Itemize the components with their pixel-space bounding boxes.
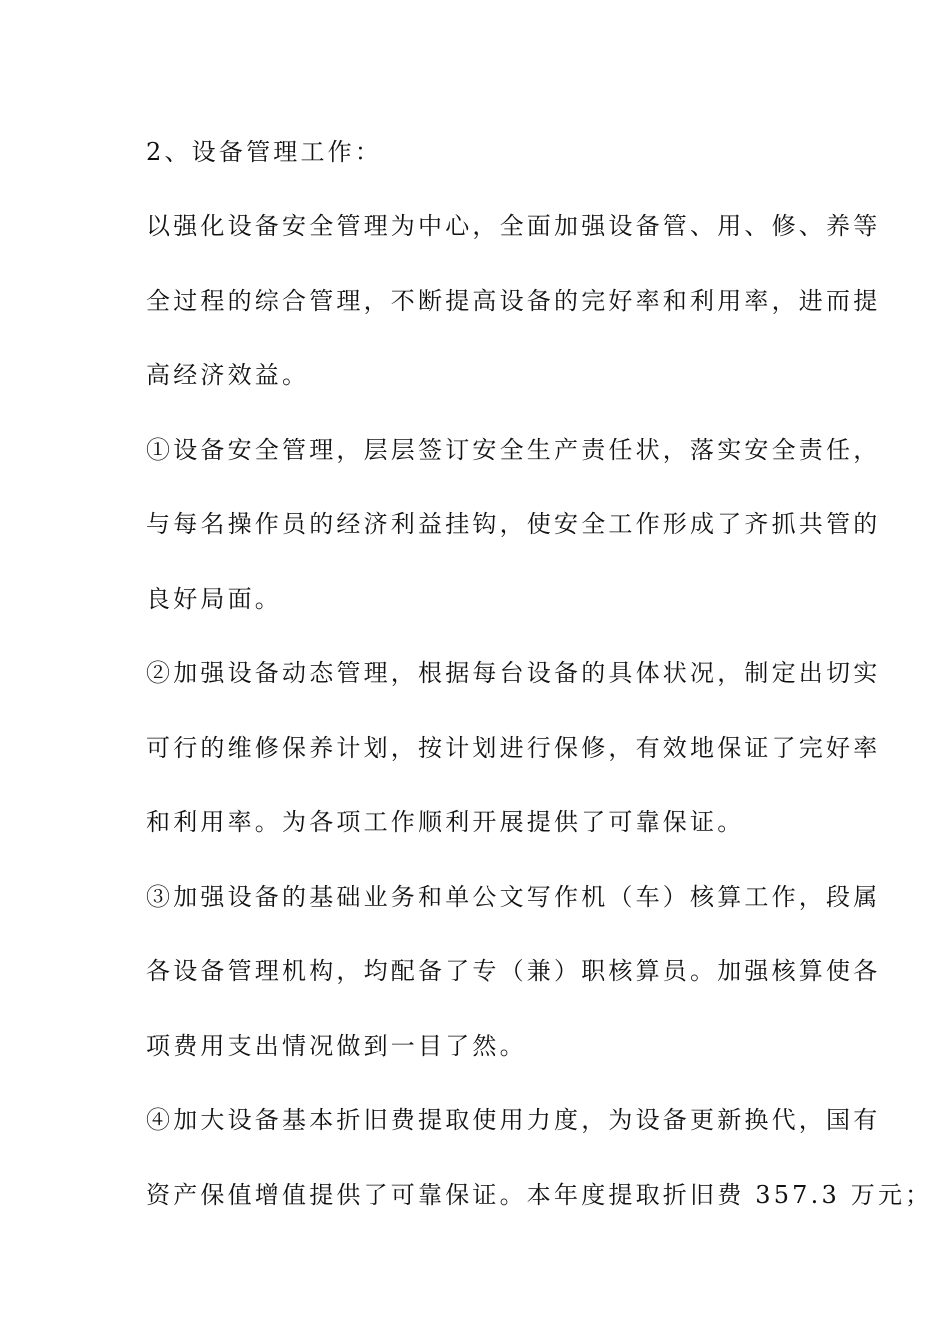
list-item-line: 和利用率。为各项工作顺利开展提供了可靠保证。: [146, 808, 745, 836]
list-item-line: 项费用支出情况做到一目了然。: [146, 1032, 527, 1060]
list-item-line: ②加强设备动态管理，根据每台设备的具体状况，制定出切实: [146, 659, 881, 687]
list-item-line: ④加大设备基本折旧费提取使用力度，为设备更新换代，国有: [146, 1106, 881, 1134]
list-item-line: ③加强设备的基础业务和单公文写作机（车）核算工作，段属: [146, 883, 881, 911]
list-item-line: 与每名操作员的经济利益挂钩，使安全工作形成了齐抓共管的: [146, 510, 881, 538]
paragraph-line: 全过程的综合管理，不断提高设备的完好率和利用率，进而提: [146, 287, 881, 315]
list-item-line: 资产保值增值提供了可靠保证。本年度提取折旧费 357.3 万元；: [146, 1181, 933, 1209]
list-item-line: ①设备安全管理，层层签订安全生产责任状，落实安全责任，: [146, 436, 881, 464]
paragraph-line: 高经济效益。: [146, 361, 310, 389]
list-item-line: 各设备管理机构，均配备了专（兼）职核算员。加强核算使各: [146, 957, 881, 985]
section-heading: 2、设备管理工作：: [146, 138, 383, 166]
list-item-line: 可行的维修保养计划，按计划进行保修，有效地保证了完好率: [146, 734, 881, 762]
paragraph-line: 以强化设备安全管理为中心，全面加强设备管、用、修、养等: [146, 212, 881, 240]
list-item-line: 良好局面。: [146, 585, 282, 613]
